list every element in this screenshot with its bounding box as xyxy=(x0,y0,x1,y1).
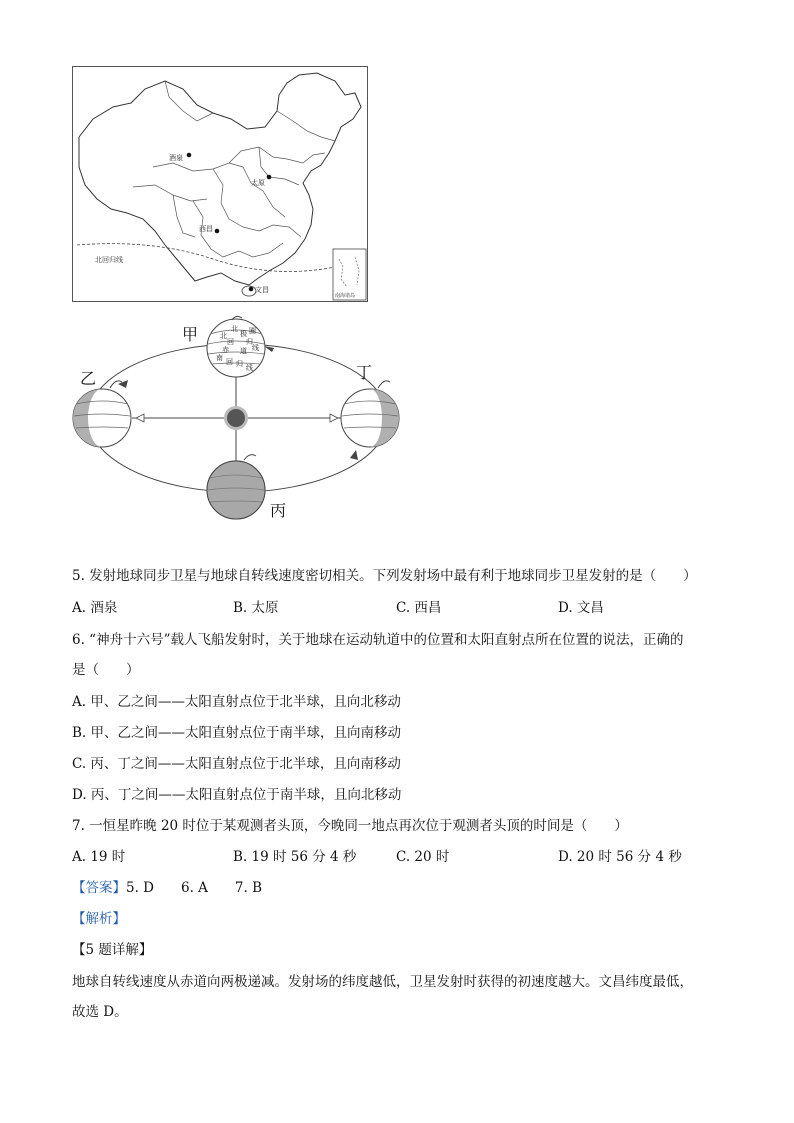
china-map xyxy=(72,66,368,302)
globe-label: 圈 xyxy=(249,327,256,335)
q6-option-a: A. 甲、乙之间——太阳直射点位于北半球，且向北移动 xyxy=(72,694,401,710)
jiuquan-dot xyxy=(187,153,192,158)
orbit-diagram xyxy=(60,312,420,527)
position-label-ding: 丁 xyxy=(356,363,373,382)
city-wenchang: 文昌 xyxy=(255,286,269,294)
q7-stem: 7. 一恒星昨晚 20 时位于某观测者头顶，今晚同一地点再次位于观测者头顶的时间是（ ） xyxy=(72,818,628,834)
globe-label: 南 xyxy=(216,354,223,362)
wenchang-dot xyxy=(249,287,254,292)
q5-option-c: C. 西昌 xyxy=(396,600,442,616)
globe-jia xyxy=(207,316,265,377)
q7-option-d: D. 20 时 56 分 4 秒 xyxy=(558,849,682,865)
globe-yi xyxy=(73,381,131,447)
sun xyxy=(227,409,245,427)
globe-label: 回 xyxy=(227,338,234,346)
inset-label: 南海诸岛 xyxy=(335,293,356,299)
q7-option-b: B. 19 时 56 分 4 秒 xyxy=(233,849,357,865)
analysis-label: 【解析】 xyxy=(72,911,126,927)
china-map-svg xyxy=(73,67,367,301)
tropic-label: 北回归线 xyxy=(95,256,123,264)
q6-stem-line1: 6. “神舟十六号”载人飞船发射时，关于地球在运动轨道中的位置和太阳直射点所在位置的说法，正确的 xyxy=(72,632,684,648)
xichang-dot xyxy=(215,229,220,234)
city-xichang: 西昌 xyxy=(199,225,213,233)
q5-option-d: D. 文昌 xyxy=(558,600,604,616)
q6-option-d: D. 丙、丁之间——太阳直射点位于南半球，且向北移动 xyxy=(72,787,402,803)
q7-option-c: C. 20 时 xyxy=(396,849,450,865)
answer-values: 5. D 6. A 7. B xyxy=(126,880,263,896)
globe-label: 赤 xyxy=(222,346,229,354)
globe-label: 线 xyxy=(246,364,253,372)
q6-option-b: B. 甲、乙之间——太阳直射点位于南半球，且向南移动 xyxy=(72,725,402,741)
position-label-bing: 丙 xyxy=(270,501,287,520)
globe-label: 道 xyxy=(240,347,247,355)
q5-option-b: B. 太原 xyxy=(233,600,279,616)
answer-label: 【答案】 xyxy=(72,880,126,896)
globe-label: 归 xyxy=(236,360,243,368)
q5-stem: 5. 发射地球同步卫星与地球自转线速度密切相关。下列发射场中最有利于地球同步卫星发射的是（ ） xyxy=(72,568,697,584)
city-jiuquan: 酒泉 xyxy=(169,154,183,162)
answer-line xyxy=(72,880,262,896)
globe-label: 归 xyxy=(246,338,253,346)
detail5-label: 【5 题详解】 xyxy=(72,942,153,958)
detail5-line2: 故选 D。 xyxy=(72,1004,128,1020)
globe-ding xyxy=(341,381,399,447)
city-taiyuan: 太原 xyxy=(251,179,265,187)
globe-label: 极 xyxy=(240,330,247,338)
q6-option-c: C. 丙、丁之间——太阳直射点位于北半球，且向南移动 xyxy=(72,756,401,772)
position-label-jia: 甲 xyxy=(182,325,199,344)
q5-option-a: A. 酒泉 xyxy=(72,600,118,616)
q7-option-a: A. 19 时 xyxy=(72,849,126,865)
globe-bing xyxy=(207,455,265,519)
globe-label: 北 xyxy=(231,325,238,333)
position-label-yi: 乙 xyxy=(80,369,97,388)
globe-label: 线 xyxy=(252,344,259,352)
taiyuan-dot xyxy=(267,175,272,180)
orbit-arrow xyxy=(350,450,358,460)
orbit-arrow xyxy=(264,346,274,352)
globe-label: 回 xyxy=(226,358,233,366)
globe-label: 北 xyxy=(220,332,227,340)
detail5-line1: 地球自转线速度从赤道向两极递减。发射场的纬度越低，卫星发射时获得的初速度越大。文昌纬度最低， xyxy=(72,974,693,990)
q6-stem-line2: 是（ ） xyxy=(72,662,140,678)
